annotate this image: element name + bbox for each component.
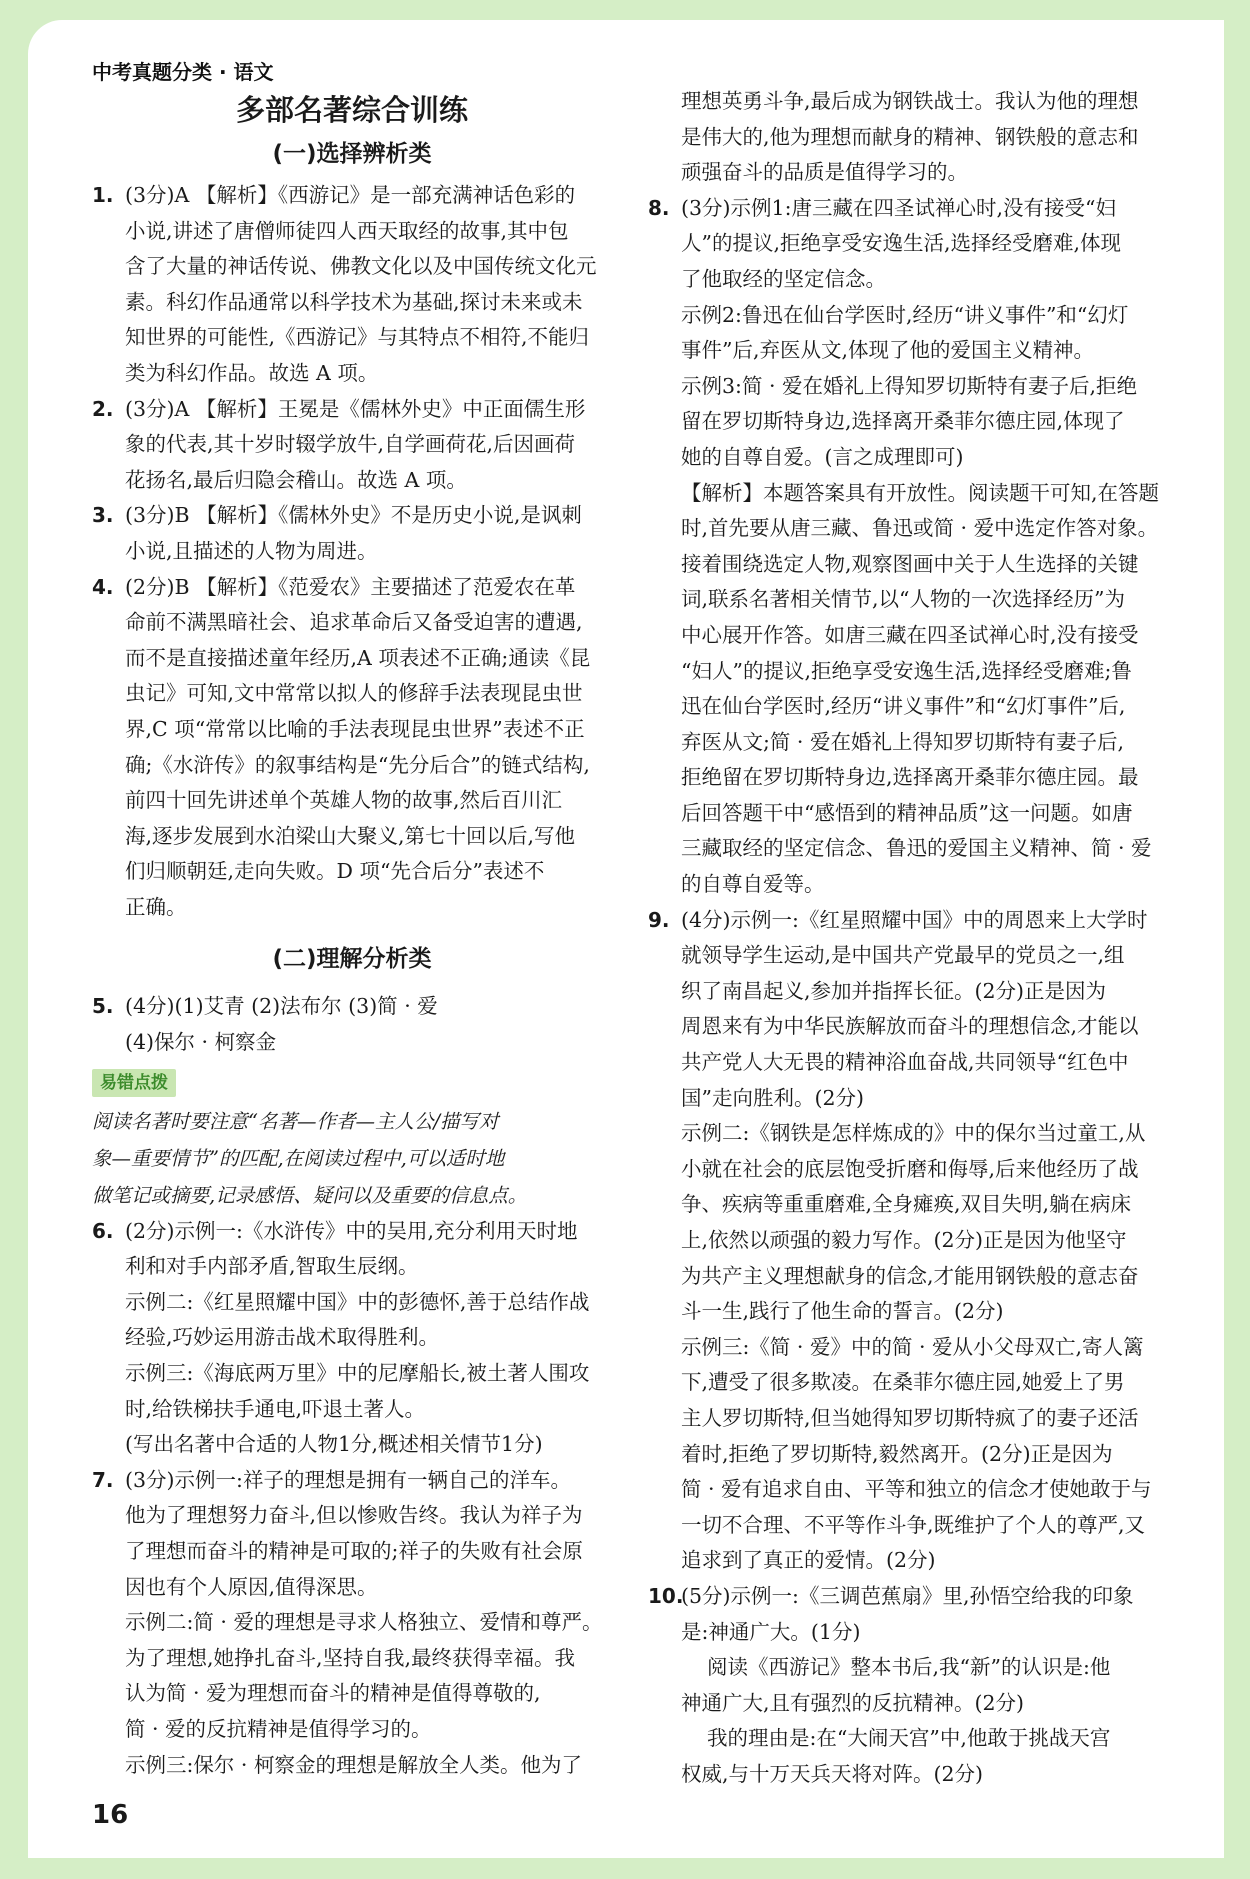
question-number: 7.	[92, 1467, 114, 1492]
answer-line: 她的自尊自爱。(言之成理即可)	[681, 444, 964, 469]
question-10-sub	[648, 1650, 1182, 1792]
question-number: 10.	[648, 1583, 684, 1608]
answer-line: 是伟大的,他为理想而献身的精神、钢铁般的意志和	[681, 124, 1139, 149]
question-7	[92, 1463, 612, 1783]
question-number: 5.	[92, 994, 114, 1019]
answer-line: (4分)(1)艾青 (2)法布尔 (3)简 · 爱	[125, 994, 438, 1019]
section-title-analysis: (二)理解分析类	[272, 946, 432, 973]
question-number: 4.	[92, 574, 114, 599]
answer-line: 阅读《西游记》整本书后,我“新”的认识是:他	[707, 1655, 1111, 1680]
answer-line: 下,遭受了很多欺凌。在桑菲尔德庄园,她爱上了男	[681, 1370, 1125, 1395]
answer-line: 我的理由是:在“大闹天宫”中,他敢于挑战天宫	[707, 1726, 1111, 1751]
answer-line: (3分)示例1:唐三藏在四圣试禅心时,没有接受“妇	[681, 195, 1116, 220]
answer-line: 示例三:《简 · 爱》中的简 · 爱从小父母双亡,寄人篱	[681, 1334, 1144, 1359]
answer-line: 【解析】本题答案具有开放性。阅读题干可知,在答题	[681, 480, 1160, 505]
answer-line: 他为了理想努力奋斗,但以惨败告终。我认为祥子为	[125, 1503, 583, 1528]
main-title: 多部名著综合训练	[235, 93, 468, 127]
answer-line: 象的代表,其十岁时辍学放牛,自学画荷花,后因画荷	[125, 432, 576, 457]
tip-badge: 易错点拨	[92, 1069, 176, 1097]
answer-line: 类为科幻作品。故选 A 项。	[125, 360, 379, 385]
answer-line: 顽强奋斗的品质是值得学习的。	[681, 160, 968, 185]
answer-line: 了理想而奋斗的精神是可取的;祥子的失败有社会原	[125, 1539, 583, 1563]
answer-line: 小说,讲述了唐僧师徒四人西天取经的故事,其中包	[125, 218, 569, 243]
answer-line: 命前不满黑暗社会、追求革命后又备受迫害的遭遇,	[125, 610, 583, 635]
answer-line: (2分)示例一:《水浒传》中的吴用,充分利用天时地	[125, 1218, 578, 1243]
answer-line: 素。科幻作品通常以科学技术为基础,探讨未来或未	[125, 289, 583, 314]
answer-line: (3分)A 【解析】王冕是《儒林外史》中正面儒生形	[125, 396, 586, 421]
answer-line: 利和对手内部矛盾,智取生辰纲。	[125, 1254, 419, 1279]
answer-line: 海,逐步发展到水泊梁山大聚义,第七十回以后,写他	[125, 823, 576, 848]
question-number: 3.	[92, 503, 114, 528]
answer-line: 花扬名,最后归隐会稽山。故选 A 项。	[125, 467, 467, 492]
answer-line: 共产党人大无畏的精神浴血奋战,共同领导“红色中	[681, 1050, 1129, 1075]
answer-line: 确;《水浒传》的叙事结构是“先分后合”的链式结构,	[125, 752, 590, 777]
question-3	[92, 498, 612, 569]
answer-line: 斗一生,践行了他生命的誓言。(2分)	[681, 1299, 1004, 1324]
answer-line: 示例三:《海底两万里》中的尼摩船长,被土著人围攻	[125, 1361, 590, 1386]
answer-line: (2分)B 【解析】《范爱农》主要描述了范爱农在革	[125, 574, 576, 599]
answer-line: 事件”后,弃医从文,体现了他的爱国主义精神。	[681, 338, 1095, 363]
answer-line: 时,给铁梯扶手通电,吓退土著人。	[125, 1396, 426, 1421]
answer-line: 权威,与十万天兵天将对阵。(2分)	[681, 1761, 984, 1786]
header-title: 中考真题分类 · 语文	[92, 60, 274, 84]
answer-line: 就领导学生运动,是中国共产党最早的党员之一,组	[681, 943, 1125, 968]
question-number: 6.	[92, 1218, 114, 1243]
answer-line: 为共产主义理想献身的信念,才能用钢铁般的意志奋	[681, 1263, 1139, 1288]
answer-line: 了他取经的坚定信念。	[681, 266, 886, 291]
answer-line: 主人罗切斯特,但当她得知罗切斯特疯了的妻子还活	[681, 1405, 1139, 1430]
question-number: 1.	[92, 183, 114, 207]
answer-line: 示例2:鲁迅在仙台学医时,经历“讲义事件”和“幻灯	[681, 302, 1129, 327]
question-10	[648, 1579, 1182, 1650]
answer-line: 示例二:《钢铁是怎样炼成的》中的保尔当过童工,从	[681, 1121, 1146, 1146]
answer-line: 示例三:保尔 · 柯察金的理想是解放全人类。他为了	[125, 1752, 582, 1777]
question-1	[92, 178, 612, 392]
answer-line: (3分)B 【解析】《儒林外史》不是历史小说,是讽刺	[125, 503, 582, 528]
answer-line: 的自尊自爱等。	[681, 872, 825, 897]
answer-line: (5分)示例一:《三调芭蕉扇》里,孙悟空给我的印象	[681, 1583, 1134, 1608]
question-4	[92, 570, 612, 926]
question-8	[648, 191, 1182, 903]
answer-line: 示例二:《红星照耀中国》中的彭德怀,善于总结作战	[125, 1289, 590, 1314]
answer-line: (写出名著中合适的人物1分,概述相关情节1分)	[125, 1432, 543, 1457]
answer-line: 示例3:简 · 爱在婚礼上得知罗切斯特有妻子后,拒绝	[681, 373, 1138, 398]
question-number: 9.	[648, 907, 670, 932]
answer-line: 迅在仙台学医时,经历“讲义事件”和“幻灯事件”后,	[681, 694, 1126, 719]
answer-line: 理想英勇斗争,最后成为钢铁战士。我认为他的理想	[681, 89, 1139, 113]
question-number: 8.	[648, 195, 670, 220]
left-column	[92, 88, 612, 1783]
answer-line: 人”的提议,拒绝享受安逸生活,选择经受磨难,体现	[681, 231, 1122, 256]
answer-line: 留在罗切斯特身边,选择离开桑菲尔德庄园,体现了	[681, 409, 1125, 434]
answer-line: 含了大量的神话传说、佛教文化以及中国传统文化元	[125, 254, 597, 279]
answer-line: (4)保尔 · 柯察金	[125, 1030, 277, 1055]
question-9	[648, 903, 1182, 1579]
answer-line: 时,首先要从唐三藏、鲁迅或简 · 爱中选定作答对象。	[681, 516, 1159, 541]
answer-line: 界,C 项“常常以比喻的手法表现昆虫世界”表述不正	[125, 716, 585, 741]
question-number: 2.	[92, 396, 114, 421]
answer-line: 经验,巧妙运用游击战术取得胜利。	[125, 1325, 440, 1350]
answer-line: 周恩来有为中华民族解放而奋斗的理想信念,才能以	[681, 1014, 1139, 1039]
answer-line: 神通广大,且有强烈的反抗精神。(2分)	[681, 1690, 1025, 1715]
answer-line: 虫记》可知,文中常常以拟人的修辞手法表现昆虫世	[125, 681, 583, 706]
answer-line: (4分)示例一:《红星照耀中国》中的周恩来上大学时	[681, 907, 1148, 932]
answer-line: 简 · 爱有追求自由、平等和独立的信念才使她敢于与	[681, 1477, 1152, 1502]
answer-line: 中心展开作答。如唐三藏在四圣试禅心时,没有接受	[681, 622, 1139, 647]
answer-line: 因也有个人原因,值得深思。	[125, 1574, 378, 1599]
answer-line: 认为简 · 爱为理想而奋斗的精神是值得尊敬的,	[125, 1681, 541, 1706]
answer-line: 三藏取经的坚定信念、鲁迅的爱国主义精神、简 · 爱	[681, 836, 1152, 861]
section-title-choice: (一)选择辨析类	[272, 141, 432, 167]
answer-line: 正确。	[125, 894, 187, 919]
answer-line: 前四十回先讲述单个英雄人物的故事,然后百川汇	[125, 788, 563, 813]
answer-line: 织了南昌起义,参加并指挥长征。(2分)正是因为	[681, 978, 1107, 1003]
right-column	[648, 84, 1182, 1793]
answer-line: 知世界的可能性,《西游记》与其特点不相符,不能归	[125, 325, 590, 350]
answer-line: 们归顺朝廷,走向失败。D 项“先合后分”表述不	[125, 859, 545, 884]
answer-line: 着时,拒绝了罗切斯特,毅然离开。(2分)正是因为	[681, 1441, 1113, 1466]
answer-line: (3分)A 【解析】《西游记》是一部充满神话色彩的	[125, 183, 576, 207]
continued-text	[648, 84, 1182, 191]
tip-line: 做笔记或摘要,记录感悟、疑问以及重要的信息点。	[92, 1183, 528, 1207]
answer-line: 词,联系名著相关情节,以“人物的一次选择经历”为	[681, 587, 1125, 612]
tip-line: 阅读名著时要注意“名著—作者—主人公/描写对	[92, 1109, 499, 1133]
question-5	[92, 989, 612, 1060]
answer-line: 小说,且描述的人物为周进。	[125, 538, 378, 563]
answer-line: 示例二:简 · 爱的理想是寻求人格独立、爱情和尊严。	[125, 1610, 603, 1635]
question-2	[92, 392, 612, 499]
tip-text	[92, 1103, 612, 1214]
answer-line: 后回答题干中“感悟到的精神品质”这一问题。如唐	[681, 800, 1133, 825]
question-6	[92, 1214, 612, 1463]
answer-line: 上,依然以顽强的毅力写作。(2分)正是因为他坚守	[681, 1228, 1127, 1252]
answer-line: 争、疾病等重重磨难,全身瘫痪,双目失明,躺在病床	[681, 1192, 1132, 1217]
page-number: 16	[92, 1800, 129, 1830]
answer-line: 是:神通广大。(1分)	[681, 1619, 861, 1644]
answer-line: 国”走向胜利。(2分)	[681, 1085, 865, 1110]
answer-line: 追求到了真正的爱情。(2分)	[681, 1548, 936, 1573]
answer-line: 而不是直接描述童年经历,A 项表述不正确;通读《昆	[125, 645, 591, 670]
answer-line: 为了理想,她挣扎奋斗,坚持自我,最终获得幸福。我	[125, 1645, 576, 1670]
answer-line: 一切不合理、不平等作斗争,既维护了个人的尊严,又	[681, 1512, 1146, 1537]
answer-line: 接着围绕选定人物,观察图画中关于人生选择的关键	[681, 551, 1139, 576]
answer-line: “妇人”的提议,拒绝享受安逸生活,选择经受磨难;鲁	[681, 658, 1132, 683]
answer-line: (3分)示例一:祥子的理想是拥有一辆自己的洋车。	[125, 1467, 571, 1492]
answer-line: 简 · 爱的反抗精神是值得学习的。	[125, 1716, 432, 1741]
answer-line: 弃医从文;简 · 爱在婚礼上得知罗切斯特有妻子后,	[681, 729, 1124, 754]
tip-line: 象—重要情节”的匹配,在阅读过程中,可以适时地	[92, 1146, 505, 1170]
answer-line: 小就在社会的底层饱受折磨和侮辱,后来他经历了战	[681, 1156, 1139, 1181]
answer-line: 拒绝留在罗切斯特身边,选择离开桑菲尔德庄园。最	[681, 765, 1139, 790]
